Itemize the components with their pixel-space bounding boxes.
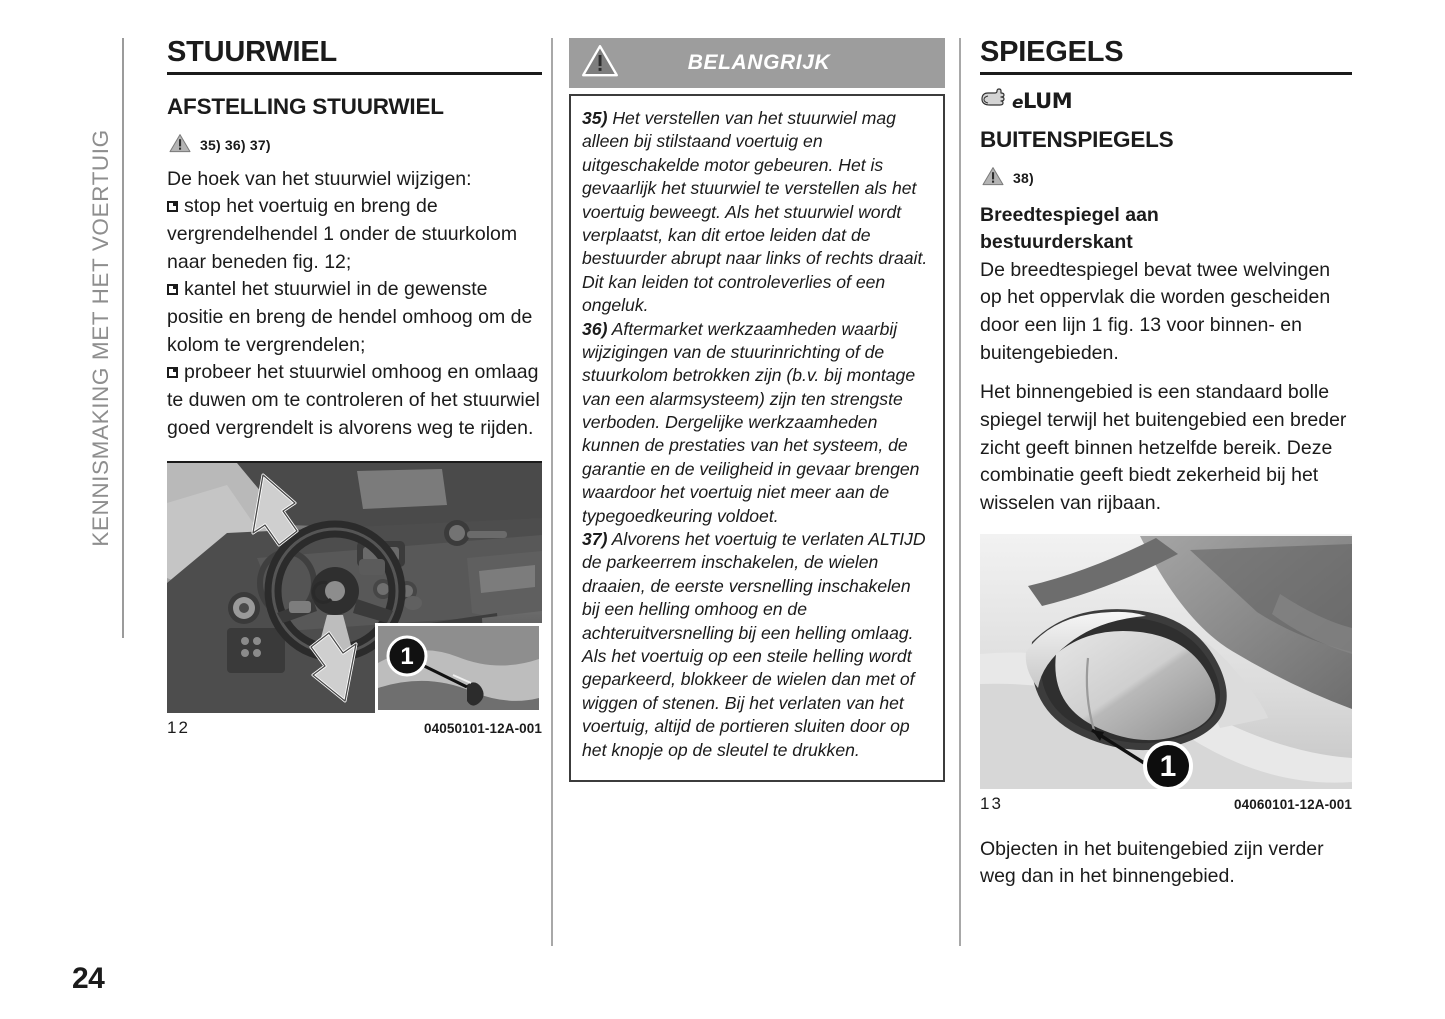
- list-item-text: kantel het stuurwiel in de gewenste positie en breng de hendel omhoog om de kolom te vergrendelen;: [167, 278, 533, 356]
- right-section-title: SPIEGELS: [980, 38, 1352, 75]
- left-warning-refs: 35) 36) 37): [200, 136, 271, 153]
- list-item-text: probeer het stuurwiel omhoog en omlaag te duwen om te controleren of het stuurwiel goed vergrendelt is alvorens weg te rijden.: [167, 361, 540, 439]
- important-note: [582, 318, 933, 529]
- left-column: [167, 38, 542, 738]
- figure-12-number: 12: [167, 717, 190, 737]
- figure-12-code: 04050101-12A-001: [424, 720, 542, 736]
- right-warning-refs: 38): [1013, 169, 1034, 186]
- figure-13-caption: [980, 794, 1352, 814]
- warning-triangle-icon: [980, 164, 1006, 187]
- middle-column: [569, 38, 945, 782]
- elum-logo-row: [980, 88, 1352, 114]
- elum-label: [1012, 88, 1073, 113]
- figure-13-image: [980, 534, 1352, 789]
- right-bold-lead-line1: Breedtespiegel aan: [980, 203, 1159, 226]
- important-box-header: [569, 38, 945, 88]
- important-note: [582, 107, 933, 318]
- chapter-tab-rule: [122, 38, 124, 638]
- left-bullet-list: [167, 193, 542, 442]
- figure-12-inset: [375, 623, 542, 713]
- list-item: [167, 276, 542, 359]
- svg-text:1: 1: [400, 642, 414, 670]
- svg-text:1: 1: [1159, 749, 1177, 783]
- bullet-square-icon: [167, 367, 178, 378]
- right-bold-lead-line2: bestuurderskant: [980, 230, 1133, 253]
- figure-13: [980, 534, 1352, 814]
- right-closing-paragraph: Objecten in het buitengebied zijn verder weg dan in het binnengebied.: [980, 837, 1324, 888]
- right-column: [980, 38, 1352, 891]
- chapter-tab-label: KENNISMAKING MET HET VOERTUIG: [88, 129, 113, 547]
- left-intro-text: De hoek van het stuurwiel wijzigen:: [167, 167, 472, 190]
- important-note-text: Het verstellen van het stuurwiel mag alleen bij stilstaand voertuig en uitgeschakelde motor gebeuren. Het is gevaarlijk het stuurwiel te verstellen als het voertuig beweegt. Als het stuurwiel wordt verplaatst, kan dit ertoe leiden dat de bestuurder abrupt naar links of rechts draait. Dit kan leiden tot controleverlies of een ongeluk.: [582, 108, 928, 316]
- right-bold-lead: [980, 203, 1352, 255]
- right-warning-refs-row: [980, 164, 1352, 187]
- column-divider-right: [959, 38, 961, 946]
- elum-word: LUM: [1023, 88, 1073, 113]
- important-note: [582, 528, 933, 762]
- list-item: [167, 359, 542, 442]
- figure-12: [167, 461, 542, 738]
- figure-13-code: 04060101-12A-001: [1234, 796, 1352, 812]
- right-paragraph-1: De breedtespiegel bevat twee welvingen op het oppervlak die worden gescheiden door een lijn 1 fig. 13 voor binnen- en buitengebieden.: [980, 258, 1331, 364]
- warning-triangle-icon: [581, 44, 619, 83]
- left-warning-refs-row: [167, 131, 542, 154]
- important-box-title: BELANGRIJK: [687, 51, 831, 74]
- important-box-body: [569, 94, 945, 782]
- important-note-number: 35): [582, 108, 608, 128]
- figure-12-image: [167, 463, 542, 713]
- list-item-text: stop het voertuig en breng de vergrendelhendel 1 onder de stuurkolom naar beneden fig. 12;: [167, 195, 518, 273]
- left-sub-title: AFSTELLING STUURWIEL: [167, 94, 444, 119]
- list-item: [167, 193, 542, 276]
- bullet-square-icon: [167, 201, 178, 212]
- left-section-title: STUURWIEL: [167, 38, 542, 75]
- important-note-text: Aftermarket werkzaamheden waarbij wijzigingen van de stuurinrichting of de stuurkolom betrokken zijn (b.v. bij montage van een alarmsysteem) zijn ten strengste verboden. Dergelijke werkzaamheden kunnen de prestaties van het systeem, de garantie en de veiligheid in gevaar brengen waardoor het voertuig niet meer aan de typegoedkeuring voldoet.: [582, 318, 920, 526]
- important-note-number: 37): [582, 529, 608, 550]
- page-number: 24: [72, 962, 105, 995]
- figure-13-number: 13: [980, 793, 1003, 813]
- column-divider-left: [551, 38, 553, 946]
- important-note-text: Alvorens het voertuig te verlaten ALTIJD de parkeerrem inschakelen, de wielen draaien, de eerste versnelling inschakelen bij een helling omhoog en de achteruitversnelling bij een helling omlaag. Als het voertuig op een steile helling wordt geparkeerd, blokkeer de wielen dan met of wiggen of stenen. Bij het verlaten van het voertuig, altijd de portieren sluiten door op het knopje op de sleutel te drukken.: [582, 529, 926, 760]
- important-note-number: 36): [582, 318, 608, 339]
- chapter-tab: [78, 38, 124, 638]
- pointing-hand-icon: [980, 88, 1010, 115]
- figure-12-caption: [167, 718, 542, 738]
- elum-e: e: [1012, 92, 1024, 113]
- right-sub-title: BUITENSPIEGELS: [980, 127, 1174, 152]
- warning-triangle-icon: [167, 131, 193, 154]
- right-paragraph-2: Het binnengebied is een standaard bolle spiegel terwijl het buitengebied een breder zicht geeft binnen hetzelfde bereik. Deze combinatie geeft biedt zekerheid bij het wisselen van rijbaan.: [980, 381, 1347, 515]
- bullet-square-icon: [167, 284, 178, 295]
